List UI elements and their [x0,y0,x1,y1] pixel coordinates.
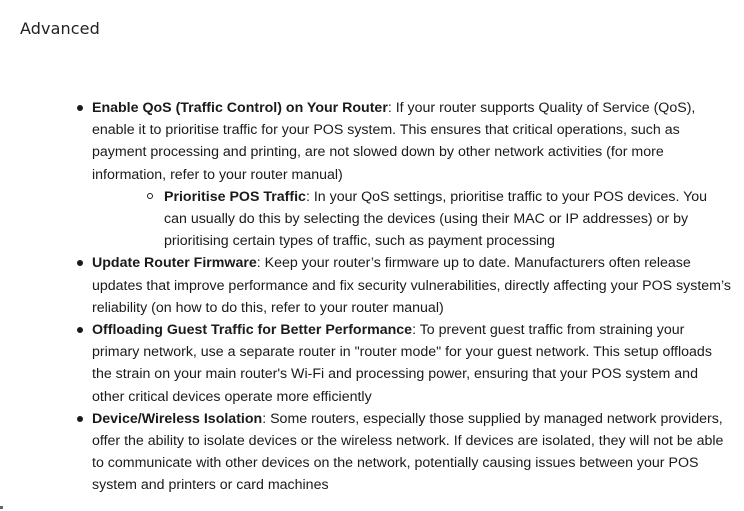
tip-heading: Device/Wireless Isolation [92,410,263,427]
tips-list [92,97,732,497]
tip-item-guest-traffic [92,319,732,408]
tip-heading: Enable QoS (Traffic Control) on Your Router [92,100,388,116]
tip-item-isolation [92,408,732,497]
sub-item-prioritise-pos [164,186,732,253]
section-title: Advanced [20,19,100,38]
tip-heading: Update Router Firmware [92,255,257,272]
bullet-icon [77,105,83,111]
sub-list [92,186,732,253]
tip-text: : Some routers, especially those supplied by managed network providers, offer the ability to isolate devices or the wireless network. If devices are isolated, they will not be able to communicate with other devices on the network, potentially causing issues between your POS system and printers or card machines [92,410,724,494]
sub-text: : In your QoS settings, prioritise traffic to your POS devices. You can usually do this by selecting the devices (using their MAC or IP addresses) or by prioritising certain types of traffic, such as payment processing [164,188,708,250]
tip-heading: Offloading Guest Traffic for Better Performance [92,322,413,339]
bullet-icon [77,416,83,422]
corner-mark [0,506,3,509]
hollow-bullet-icon [147,193,153,199]
bullet-icon [77,260,83,266]
tip-text: : To prevent guest traffic from straining your primary network, use a separate router in "router mode" for your guest network. This setup offloads the strain on your main router's Wi-Fi and processing power, ensuring that your POS system and other critical devices operate more efficiently [92,322,712,405]
tip-item-qos [92,97,732,252]
tip-text: : Keep your router’s firmware up to date. Manufacturers often release updates that improve performance and fix security vulnerabilities, directly affecting your POS system’s reliability (on how to do this, refer to your router manual) [92,255,731,316]
tip-item-firmware [92,252,732,319]
sub-heading: Prioritise POS Traffic [164,188,306,205]
bullet-icon [77,327,83,333]
tip-text: : If your router supports Quality of Service (QoS), enable it to prioritise traffic for your POS system. This ensures that critical operations, such as payment processing and printing, are not slowed down by other network activities (for more information, refer to your router manual) [92,100,696,183]
